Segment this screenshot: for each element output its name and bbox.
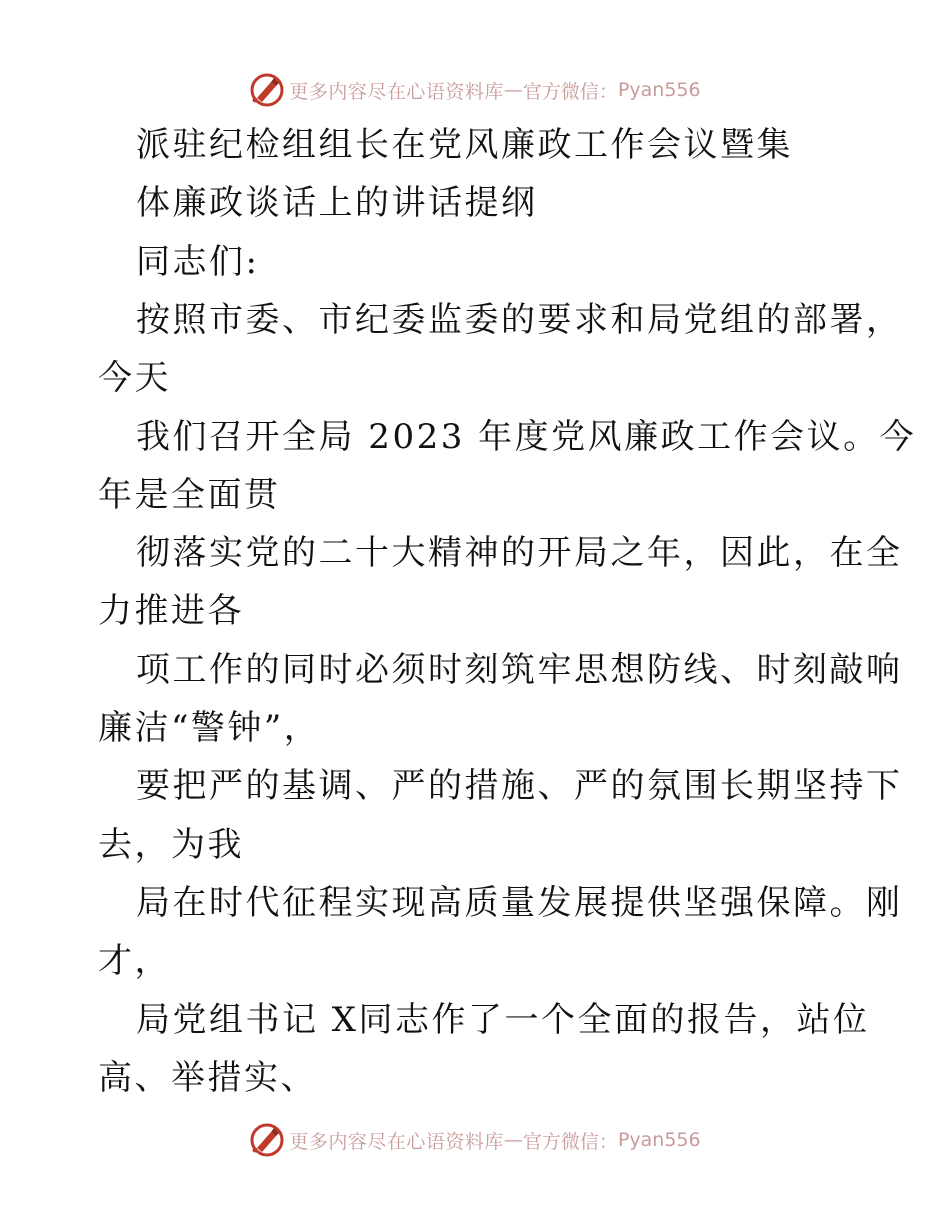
watermark-separator: —: [503, 79, 523, 101]
pen-logo-icon: [249, 72, 285, 108]
paragraph-line: 力推进各: [98, 591, 244, 631]
paragraph-line: 局在时代征程实现高质量发展提供坚强保障。刚: [136, 883, 903, 923]
watermark-site-text: 更多内容尽在心语资料库: [289, 80, 504, 103]
paragraph-line: 年是全面贯: [98, 475, 281, 515]
paragraph-line: 项工作的同时必须时刻筑牢思想防线、时刻敲响: [136, 650, 903, 690]
paragraph-line: 要把严的基调、严的措施、严的氛围长期坚持下: [136, 766, 903, 806]
title-line-2: 体廉政谈话上的讲话提纲: [136, 183, 538, 223]
paragraph-line: 去，为我: [98, 825, 244, 865]
paragraph-line: 按照市委、市纪委监委的要求和局党组的部署，: [136, 300, 903, 340]
watermark-separator: —: [503, 1129, 523, 1151]
paragraph-line: 局党组书记 X同志作了一个全面的报告，站位: [136, 1000, 870, 1040]
title-line-1: 派驻纪检组组长在党风廉政工作会议暨集: [136, 125, 793, 165]
watermark-wechat-label: 官方微信：: [522, 1130, 618, 1153]
watermark-wechat-id: Pyan556: [617, 1129, 701, 1151]
watermark-wechat-id: Pyan556: [617, 79, 701, 101]
salutation: 同志们:: [136, 242, 260, 282]
paragraph-line: 今天: [98, 358, 171, 398]
header-watermark: [0, 70, 950, 110]
paragraph-line: 廉洁“警钟”，: [98, 708, 321, 748]
paragraph-line: 高、举措实、: [98, 1058, 317, 1098]
watermark-site-text: 更多内容尽在心语资料库: [289, 1130, 504, 1153]
footer-watermark: [0, 1120, 950, 1160]
pen-logo-icon: [249, 1122, 285, 1158]
paragraph-line: 才，: [98, 941, 171, 981]
paragraph-line: 我们召开全局 2023 年度党风廉政工作会议。今: [136, 417, 917, 457]
watermark-wechat-label: 官方微信：: [522, 80, 618, 103]
paragraph-line: 彻落实党的二十大精神的开局之年，因此，在全: [136, 533, 903, 573]
